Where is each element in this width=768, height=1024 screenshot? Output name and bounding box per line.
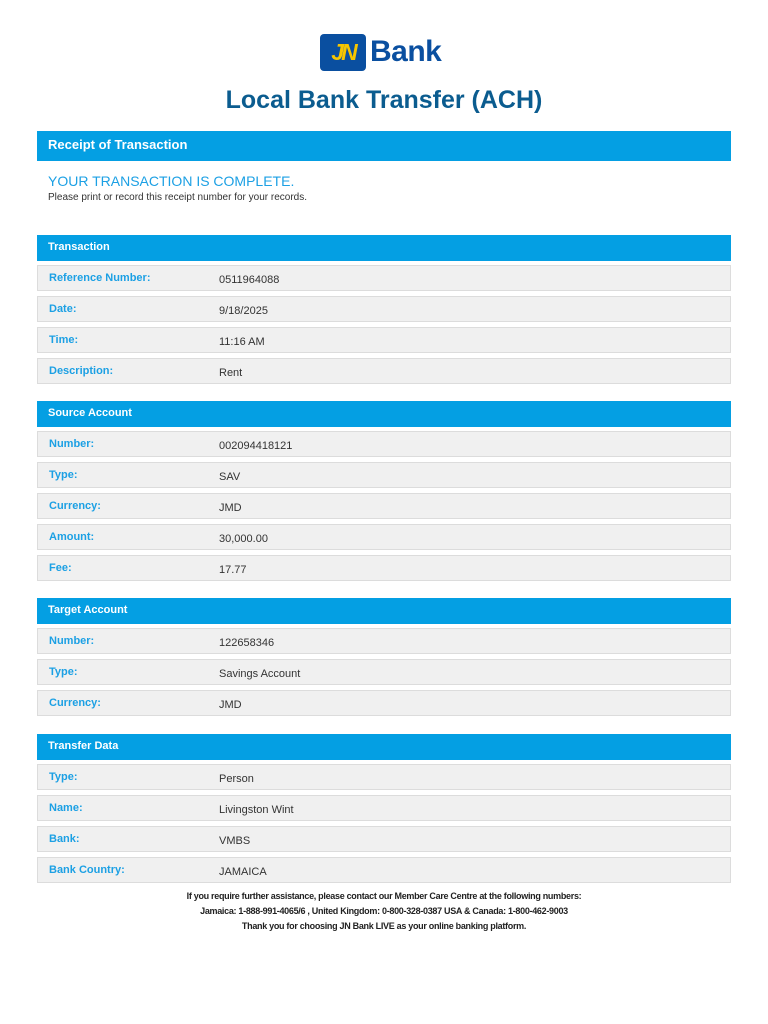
page-title: Local Bank Transfer (ACH)	[225, 86, 543, 114]
row-value: 0511964088	[219, 274, 280, 286]
row-value: JMD	[219, 502, 242, 514]
receipt-header: Receipt of Transaction	[37, 131, 731, 161]
row-label: Time:	[49, 334, 79, 346]
row-value: 122658346	[219, 637, 275, 649]
table-row	[37, 795, 731, 821]
table-row	[37, 358, 731, 384]
table-row	[37, 265, 731, 291]
table-row	[37, 493, 731, 519]
footer-thank-you: Thank you for choosing JN Bank LIVE as your online banking platform.	[241, 921, 527, 931]
transaction-section	[37, 235, 731, 389]
row-value: 9/18/2025	[219, 305, 268, 317]
row-value: Rent	[219, 367, 243, 379]
row-label: Name:	[49, 802, 83, 814]
table-row	[37, 296, 731, 322]
row-label: Type:	[49, 666, 78, 678]
transfer-data-section-header: Transfer Data	[37, 734, 731, 760]
status-message: YOUR TRANSACTION IS COMPLETE.	[48, 173, 295, 189]
target-account-section-header: Target Account	[37, 598, 731, 624]
row-value: Livingston Wint	[219, 804, 294, 816]
jn-logo-mark	[320, 34, 366, 71]
transfer-data-section	[37, 734, 731, 888]
row-label: Number:	[49, 438, 95, 450]
row-value: 002094418121	[219, 440, 293, 452]
row-label: Bank Country:	[49, 864, 125, 876]
row-label: Bank:	[49, 833, 80, 845]
footer-contact-numbers: Jamaica: 1-888-991-4065/6 , United Kingdom: 0-800-328-0387 USA & Canada: 1-800-462-9003	[200, 906, 568, 916]
row-label: Date:	[49, 303, 77, 315]
row-label: Amount:	[49, 531, 95, 543]
row-value: Savings Account	[219, 668, 301, 680]
row-value: 30,000.00	[219, 533, 268, 545]
table-row	[37, 524, 731, 550]
table-row	[37, 431, 731, 457]
table-row	[37, 857, 731, 883]
row-label: Type:	[49, 469, 78, 481]
row-value: VMBS	[219, 835, 251, 847]
table-row	[37, 659, 731, 685]
row-label: Currency:	[49, 500, 101, 512]
source-account-section-header: Source Account	[37, 401, 731, 427]
row-value: Person	[219, 773, 254, 785]
status-note: Please print or record this receipt number for your records.	[48, 192, 307, 203]
transaction-section-header: Transaction	[37, 235, 731, 261]
row-value: JAMAICA	[219, 866, 267, 878]
row-label: Type:	[49, 771, 78, 783]
target-account-section	[37, 598, 731, 721]
table-row	[37, 690, 731, 716]
table-row	[37, 462, 731, 488]
jn-bank-logo	[320, 33, 441, 71]
table-row	[37, 764, 731, 790]
table-row	[37, 555, 731, 581]
table-row	[37, 327, 731, 353]
table-row	[37, 826, 731, 852]
logo-wordmark: Bank	[370, 35, 442, 68]
row-label: Currency:	[49, 697, 101, 709]
row-value: SAV	[219, 471, 241, 483]
row-label: Number:	[49, 635, 95, 647]
table-row	[37, 628, 731, 654]
source-account-section	[37, 401, 731, 586]
row-label: Fee:	[49, 562, 72, 574]
row-value: 11:16 AM	[219, 336, 265, 348]
row-value: 17.77	[219, 564, 247, 576]
logo-mark-text: JN	[331, 38, 355, 65]
row-value: JMD	[219, 699, 242, 711]
row-label: Description:	[49, 365, 114, 377]
footer	[0, 889, 768, 934]
row-label: Reference Number:	[49, 272, 151, 284]
footer-assistance-text: If you require further assistance, please contact our Member Care Centre at the following numbers:	[186, 891, 582, 901]
